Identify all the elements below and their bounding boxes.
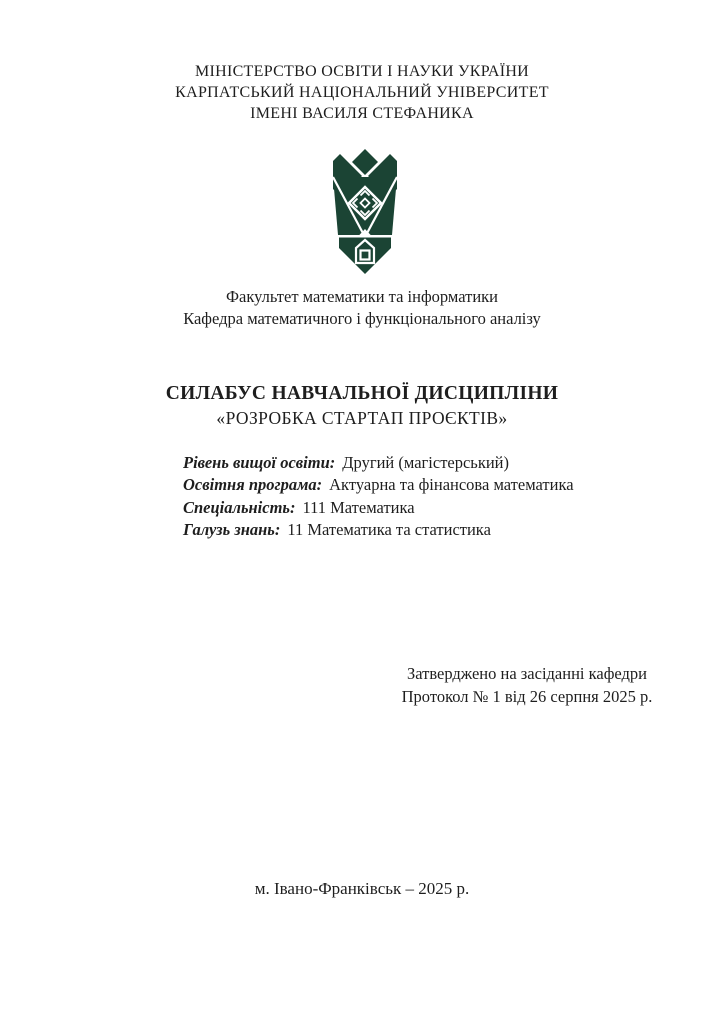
detail-value: 11 Математика та статистика bbox=[287, 520, 491, 540]
detail-row-education-level bbox=[183, 452, 574, 474]
university-emblem bbox=[328, 147, 402, 275]
detail-value: Другий (магістерський) bbox=[342, 453, 509, 472]
detail-label: Галузь знань: bbox=[183, 520, 281, 540]
header-line-university: КАРПАТСЬКИЙ НАЦІОНАЛЬНИЙ УНІВЕРСИТЕТ bbox=[175, 84, 549, 101]
programme-details bbox=[183, 452, 574, 542]
header-line-named-after: ІМЕНІ ВАСИЛЯ СТЕФАНИКА bbox=[250, 105, 474, 122]
approval-block bbox=[387, 663, 667, 708]
detail-label: Рівень вищої освіти: bbox=[183, 453, 336, 472]
faculty-line: Факультет математики та інформатики bbox=[226, 287, 498, 306]
detail-value: Актуарна та фінансова математика bbox=[329, 475, 574, 495]
title-block bbox=[0, 381, 724, 430]
emblem-shield bbox=[339, 238, 391, 275]
university-emblem-icon bbox=[328, 147, 402, 275]
department-block bbox=[0, 286, 724, 329]
detail-value: 111 Математика bbox=[302, 497, 415, 517]
approval-line-protocol: Протокол № 1 від 26 серпня 2025 р. bbox=[401, 686, 653, 706]
ministry-header bbox=[0, 61, 724, 124]
syllabus-title: СИЛАБУС НАВЧАЛЬНОЇ ДИСЦИПЛІНИ bbox=[165, 383, 559, 404]
approval-line-approved: Затверджено на засіданні кафедри bbox=[406, 664, 647, 683]
chair-line: Кафедра математичного і функціонального аналізу bbox=[183, 308, 541, 328]
city-year-footer: м. Івано-Франківськ – 2025 р. bbox=[254, 879, 470, 898]
detail-row-programme bbox=[183, 474, 574, 496]
course-title: «РОЗРОБКА СТАРТАП ПРОЄКТІВ» bbox=[216, 408, 508, 428]
detail-row-field-of-knowledge bbox=[183, 519, 574, 541]
header-line-ministry: МІНІСТЕРСТВО ОСВІТИ І НАУКИ УКРАЇНИ bbox=[194, 63, 530, 80]
detail-label: Освітня програма: bbox=[183, 475, 323, 495]
detail-label: Спеціальність: bbox=[183, 497, 296, 517]
detail-row-speciality bbox=[183, 497, 574, 519]
